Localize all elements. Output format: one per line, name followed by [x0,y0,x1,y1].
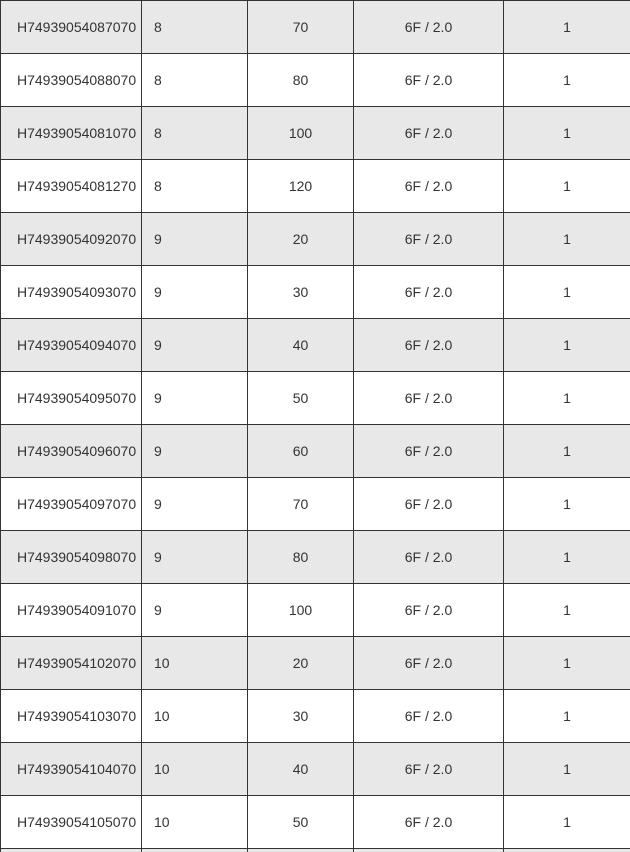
quantity-cell: 1 [504,1,630,54]
length-cell: 100 [248,107,354,160]
size-cell: 8 [142,107,248,160]
size-cell: 9 [142,372,248,425]
size-cell: 9 [142,531,248,584]
quantity-cell: 1 [504,213,630,266]
size-cell: 8 [142,1,248,54]
table-row [1,1,630,54]
table-row [1,637,630,690]
quantity-cell: 1 [504,478,630,531]
part-number-cell: H74939054093070 [1,266,142,319]
spec-cell: 6F / 2.0 [354,107,504,160]
size-cell: 9 [142,478,248,531]
part-number-cell: H74939054105070 [1,796,142,849]
size-cell: 8 [142,54,248,107]
quantity-cell: 1 [504,160,630,213]
size-cell: 9 [142,319,248,372]
spec-cell: 6F / 2.0 [354,372,504,425]
spec-cell: 6F / 2.0 [354,690,504,743]
table-row [1,107,630,160]
quantity-cell: 1 [504,107,630,160]
size-cell: 10 [142,690,248,743]
length-cell: 40 [248,319,354,372]
length-cell: 30 [248,266,354,319]
table-row [1,319,630,372]
length-cell: 50 [248,372,354,425]
table-row [1,531,630,584]
table-body [1,1,630,852]
size-cell [142,849,248,852]
size-cell: 8 [142,160,248,213]
spec-cell: 6F / 2.0 [354,531,504,584]
spec-cell: 6F / 2.0 [354,319,504,372]
size-cell: 9 [142,266,248,319]
spec-cell: 6F / 2.0 [354,796,504,849]
spec-cell: 6F / 2.0 [354,478,504,531]
table-row [1,425,630,478]
length-cell: 50 [248,796,354,849]
size-cell: 9 [142,213,248,266]
table-row [1,478,630,531]
quantity-cell: 1 [504,796,630,849]
length-cell: 20 [248,213,354,266]
length-cell: 70 [248,1,354,54]
part-number-cell: H74939054088070 [1,54,142,107]
length-cell: 30 [248,690,354,743]
table-row [1,54,630,107]
quantity-cell: 1 [504,584,630,637]
part-number-cell [1,849,142,852]
size-cell: 10 [142,637,248,690]
table-row [1,743,630,796]
spec-cell: 6F / 2.0 [354,743,504,796]
table-row [1,849,630,852]
part-number-cell: H74939054104070 [1,743,142,796]
quantity-cell: 1 [504,425,630,478]
part-number-cell: H74939054092070 [1,213,142,266]
spec-cell: 6F / 2.0 [354,54,504,107]
part-number-cell: H74939054081270 [1,160,142,213]
spec-cell: 6F / 2.0 [354,160,504,213]
length-cell: 80 [248,54,354,107]
table-row [1,160,630,213]
quantity-cell [504,849,630,852]
spec-cell: 6F / 2.0 [354,266,504,319]
part-number-cell: H74939054096070 [1,425,142,478]
part-number-cell: H74939054095070 [1,372,142,425]
length-cell: 100 [248,584,354,637]
spec-cell: 6F / 2.0 [354,584,504,637]
quantity-cell: 1 [504,637,630,690]
length-cell: 60 [248,425,354,478]
part-number-cell: H74939054081070 [1,107,142,160]
part-number-cell: H74939054102070 [1,637,142,690]
part-number-cell: H74939054103070 [1,690,142,743]
quantity-cell: 1 [504,531,630,584]
part-number-cell: H74939054091070 [1,584,142,637]
spec-cell: 6F / 2.0 [354,213,504,266]
length-cell: 70 [248,478,354,531]
part-number-cell: H74939054097070 [1,478,142,531]
quantity-cell: 1 [504,372,630,425]
table-row [1,690,630,743]
part-number-cell: H74939054098070 [1,531,142,584]
size-cell: 10 [142,796,248,849]
length-cell: 120 [248,160,354,213]
quantity-cell: 1 [504,319,630,372]
length-cell [248,849,354,852]
table-row [1,796,630,849]
quantity-cell: 1 [504,743,630,796]
quantity-cell: 1 [504,266,630,319]
spec-cell: 6F / 2.0 [354,1,504,54]
table-row [1,584,630,637]
table-row [1,372,630,425]
quantity-cell: 1 [504,690,630,743]
quantity-cell: 1 [504,54,630,107]
size-cell: 9 [142,584,248,637]
table-row [1,213,630,266]
spec-cell: 6F / 2.0 [354,425,504,478]
part-number-cell: H74939054094070 [1,319,142,372]
size-cell: 10 [142,743,248,796]
length-cell: 80 [248,531,354,584]
part-number-cell: H74939054087070 [1,1,142,54]
spec-cell [354,849,504,852]
table-row [1,266,630,319]
size-cell: 9 [142,425,248,478]
spec-cell: 6F / 2.0 [354,637,504,690]
length-cell: 40 [248,743,354,796]
length-cell: 20 [248,637,354,690]
